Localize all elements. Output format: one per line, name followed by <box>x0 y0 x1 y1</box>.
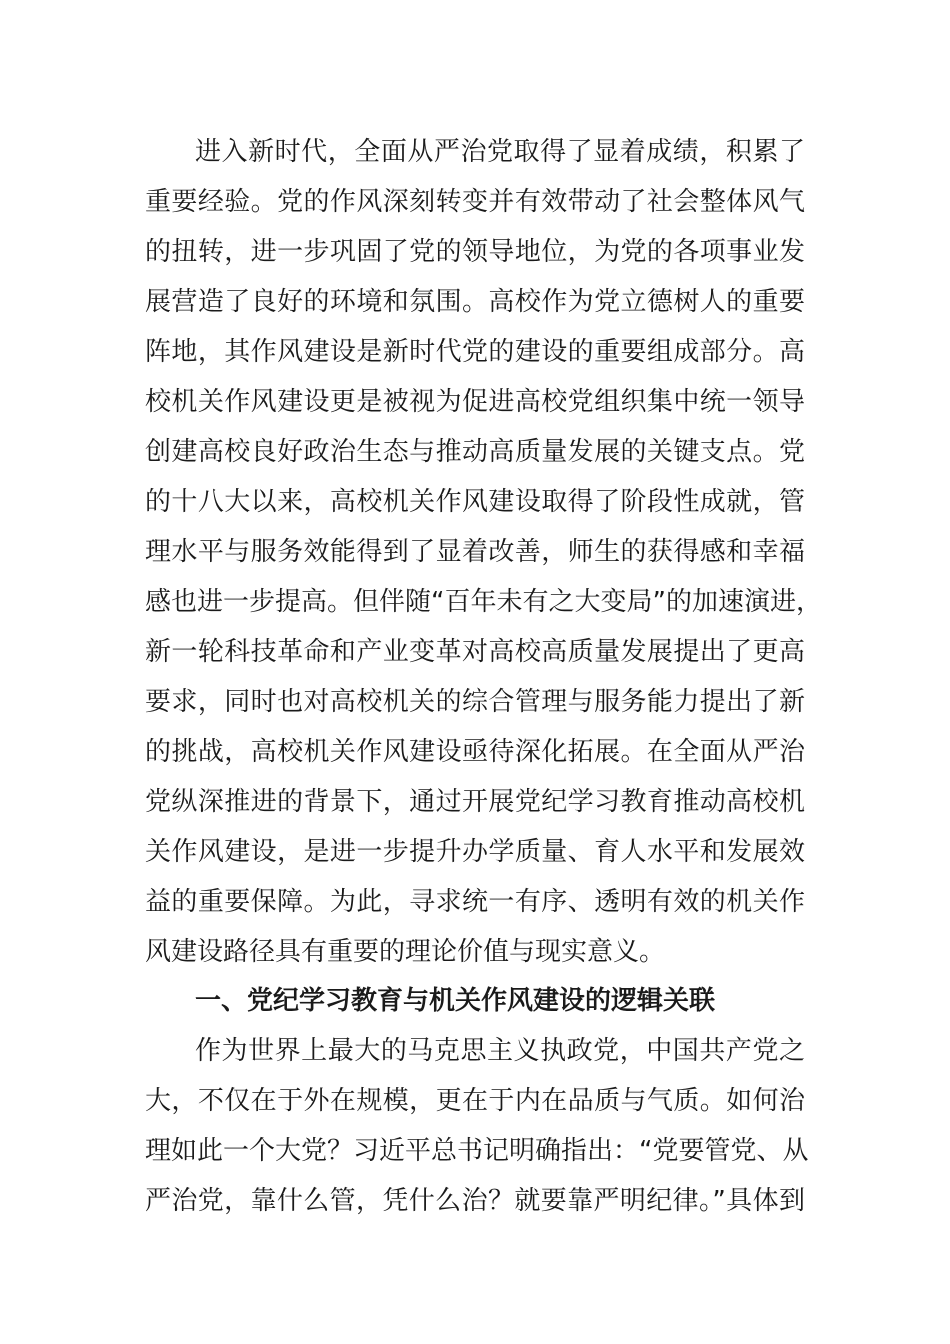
paragraph-2-line-2: 大，不仅在于外在规模，更在于内在品质与气质。如何治 <box>145 1086 805 1116</box>
paragraph-1-line-5: 阵地，其作风建设是新时代党的建设的重要组成部分。高 <box>145 337 805 367</box>
paragraph-1-line-8: 的十八大以来，高校机关作风建设取得了阶段性成就，管 <box>145 487 805 517</box>
paragraph-1-line-16: 益的重要保障。为此，寻求统一有序、透明有效的机关作 <box>145 887 805 917</box>
paragraph-2-line-4: 严治党，靠什么管，凭什么治？就要靠严明纪律。”具体到 <box>145 1186 805 1216</box>
paragraph-1-line-12: 要求，同时也对高校机关的综合管理与服务能力提出了新 <box>145 687 805 717</box>
paragraph-1-line-4: 展营造了良好的环境和氛围。高校作为党立德树人的重要 <box>145 287 805 317</box>
paragraph-1-line-17: 风建设路径具有重要的理论价值与现实意义。 <box>145 937 666 967</box>
paragraph-1-line-11: 新一轮科技革命和产业变革对高校高质量发展提出了更高 <box>145 637 805 667</box>
paragraph-1-line-1: 进入新时代，全面从严治党取得了显着成绩，积累了 <box>195 137 805 167</box>
paragraph-1-line-9: 理水平与服务效能得到了显着改善，师生的获得感和幸福 <box>145 537 805 567</box>
paragraph-1-line-6: 校机关作风建设更是被视为促进高校党组织集中统一领导 <box>145 387 805 417</box>
paragraph-1-line-13: 的挑战，高校机关作风建设亟待深化拓展。在全面从严治 <box>145 737 805 767</box>
paragraph-1-line-10: 感也进一步提高。但伴随“百年未有之大变局”的加速演进， <box>145 587 822 617</box>
section-heading: 一、党纪学习教育与机关作风建设的逻辑关联 <box>195 986 716 1016</box>
paragraph-1-line-14: 党纵深推进的背景下，通过开展党纪学习教育推动高校机 <box>145 787 805 817</box>
paragraph-2-line-1: 作为世界上最大的马克思主义执政党，中国共产党之 <box>195 1036 805 1066</box>
paragraph-1-line-3: 的扭转，进一步巩固了党的领导地位，为党的各项事业发 <box>145 237 805 267</box>
paragraph-2-line-3: 理如此一个大党？习近平总书记明确指出：“党要管党、从 <box>145 1136 809 1166</box>
paragraph-1-line-15: 关作风建设，是进一步提升办学质量、育人水平和发展效 <box>145 837 805 867</box>
paragraph-1-line-2: 重要经验。党的作风深刻转变并有效带动了社会整体风气 <box>145 187 805 217</box>
paragraph-1-line-7: 创建高校良好政治生态与推动高质量发展的关键支点。党 <box>145 437 805 467</box>
